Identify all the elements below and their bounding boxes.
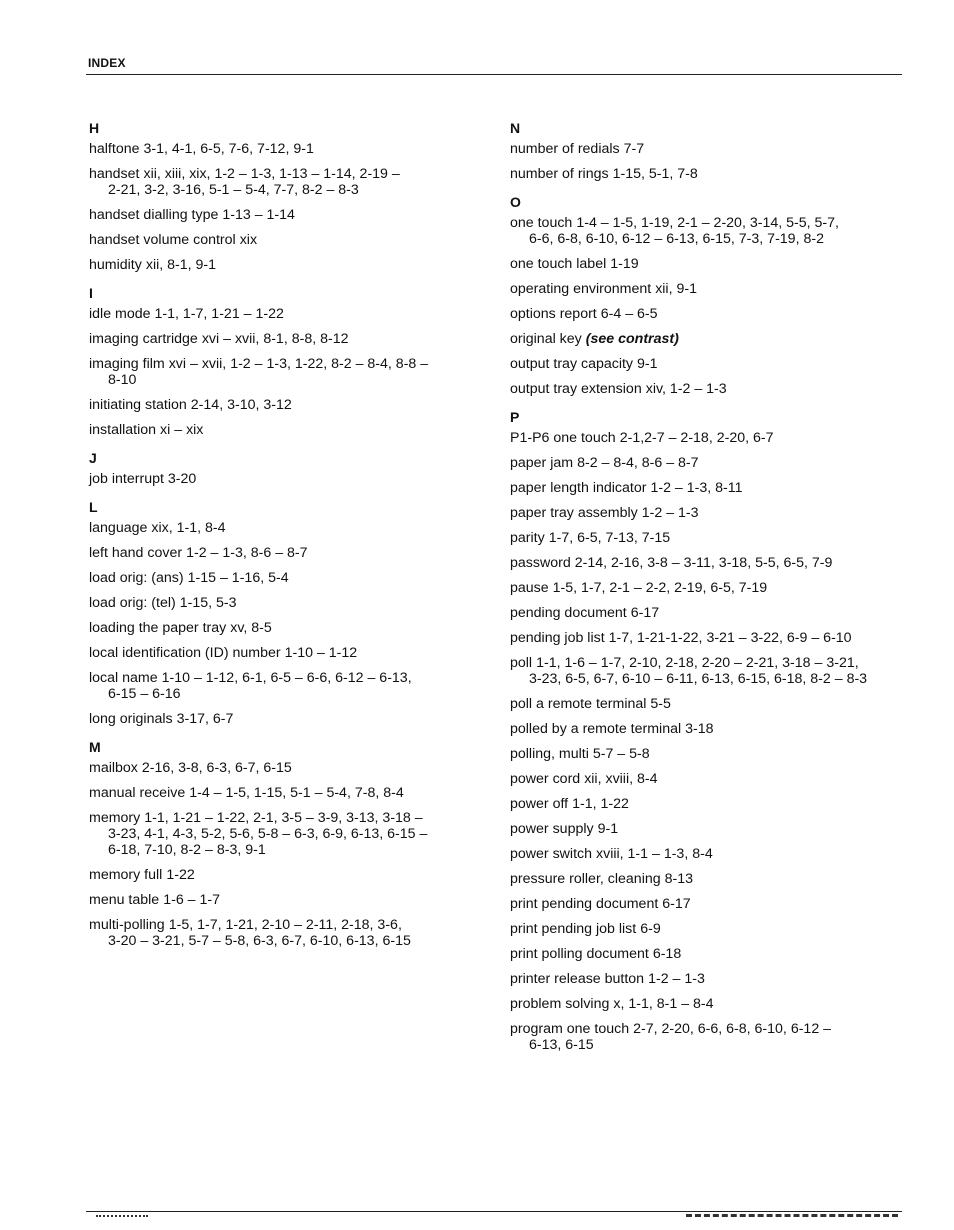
index-section (510, 118, 910, 182)
entry-term: loading the paper tray (89, 620, 227, 636)
entry-term: output tray extension (510, 381, 642, 397)
entry-pages: 9-1 (597, 821, 619, 837)
entry-pages: 5-7 – 5-8 (592, 746, 650, 762)
entry-pages: 1-5, 1-7, 2-1 – 2-2, 2-19, 6-5, 7-19 (552, 580, 768, 596)
index-entry (510, 605, 910, 621)
entry-term: print polling document (510, 946, 649, 962)
index-entry (510, 746, 910, 762)
index-section (89, 737, 489, 949)
index-entry (510, 630, 910, 646)
index-entry (89, 570, 489, 586)
index-entry (510, 796, 910, 812)
entry-pages: 1-2 – 1-3 (648, 971, 705, 987)
index-section (510, 407, 910, 1053)
entry-term: left hand cover (89, 545, 183, 561)
entry-term: paper tray assembly (510, 505, 638, 521)
section-letter: H (89, 120, 100, 136)
index-entry (510, 141, 910, 157)
index-entry (510, 996, 910, 1012)
entry-pages: xii, 9-1 (655, 281, 697, 297)
index-entry (510, 696, 910, 712)
entry-term: one touch (510, 215, 573, 231)
index-entry (89, 867, 489, 883)
entry-pages: xvi – xvii, 1-2 – 1-3, 1-22, 8-2 – 8-4, 8-8 – 8-10 (108, 356, 429, 388)
section-letter: M (89, 739, 101, 755)
index-entry (510, 306, 910, 322)
entry-term: imaging cartridge (89, 331, 198, 347)
entry-pages: 8-13 (664, 871, 694, 887)
entry-pages: 1-13 – 1-14 (222, 207, 295, 223)
entry-term: print pending job list (510, 921, 637, 937)
entry-term: handset (89, 166, 140, 182)
entry-term: polled by a remote terminal (510, 721, 682, 737)
index-entry (89, 422, 489, 438)
index-entry (510, 580, 910, 596)
index-entry (510, 430, 910, 446)
index-entry (510, 871, 910, 887)
entry-term: power supply (510, 821, 594, 837)
footer-left-fragment (96, 1215, 148, 1220)
index-entry (510, 530, 910, 546)
entry-pages: 1-1, 1-21 – 1-22, 2-1, 3-5 – 3-9, 3-13, 3-18 – 3-23, 4-1, 4-3, 5-2, 5-6, 5-8 – 6-3, 6-9, 6-13, 6-15 – 6-18, 7-10, 8-2 – 8-3, 9-1 (108, 810, 428, 858)
footer-rule (86, 1211, 902, 1212)
entry-term: parity (510, 530, 545, 546)
index-section (510, 192, 910, 397)
entry-pages: 3-17, 6-7 (176, 711, 234, 727)
entry-term: paper length indicator (510, 480, 647, 496)
entry-pages: xv, 8-5 (230, 620, 272, 636)
index-entry (510, 381, 910, 397)
entry-term: printer release button (510, 971, 645, 987)
entry-pages: 7-7 (623, 141, 645, 157)
entry-pages: 2-16, 3-8, 6-3, 6-7, 6-15 (141, 760, 292, 776)
index-entry (89, 785, 489, 801)
page-header-title: INDEX (88, 56, 126, 70)
entry-pages: 1-2 – 1-3, 8-6 – 8-7 (186, 545, 308, 561)
entry-pages: 1-10 – 1-12 (284, 645, 358, 661)
entry-pages: 1-2 – 1-3 (641, 505, 699, 521)
section-letter: L (89, 499, 98, 515)
entry-pages: x, 1-1, 8-1 – 8-4 (613, 996, 714, 1012)
index-entry (89, 545, 489, 561)
index-entry (89, 257, 489, 273)
entry-term: installation (89, 422, 157, 438)
entry-term: problem solving (510, 996, 610, 1012)
entry-term: idle mode (89, 306, 151, 322)
index-entry (89, 670, 489, 702)
index-entry (89, 520, 489, 536)
entry-pages: 6-17 (662, 896, 691, 912)
entry-pages: 1-7, 1-21-1-22, 3-21 – 3-22, 6-9 – 6-10 (608, 630, 852, 646)
entry-pages: 1-1, 1-22 (572, 796, 629, 812)
entry-term: poll a remote terminal (510, 696, 647, 712)
entry-pages: 3-20 (167, 471, 197, 487)
entry-pages: 8-2 – 8-4, 8-6 – 8-7 (577, 455, 699, 471)
entry-pages: xiv, 1-2 – 1-3 (645, 381, 727, 397)
entry-term: imaging film (89, 356, 165, 372)
index-entry (510, 281, 910, 297)
index-entry (510, 921, 910, 937)
entry-pages: 3-18 (685, 721, 714, 737)
index-section (89, 448, 489, 487)
index-entry (510, 846, 910, 862)
entry-term: local identification (ID) number (89, 645, 281, 661)
entry-pages: 1-7, 6-5, 7-13, 7-15 (548, 530, 671, 546)
entry-pages: 6-17 (630, 605, 660, 621)
index-column-left (89, 118, 489, 959)
section-letter: P (510, 409, 520, 425)
entry-term: multi-polling (89, 917, 165, 933)
entry-pages: 1-1, 1-6 – 1-7, 2-10, 2-18, 2-20 – 2-21, 3-18 – 3-21, 3-23, 6-5, 6-7, 6-10 – 6-11, 6-13, 6-15, 6-18, 8-2 – 8-3 (529, 655, 868, 687)
entry-pages: 2-7, 2-20, 6-6, 6-8, 6-10, 6-12 – 6-13, 6-15 (529, 1021, 832, 1053)
entry-term: initiating station (89, 397, 187, 413)
entry-pages: 1-10 – 1-12, 6-1, 6-5 – 6-6, 6-12 – 6-13, 6-15 – 6-16 (108, 670, 412, 702)
entry-term: memory (89, 810, 141, 826)
index-entry (510, 356, 910, 372)
entry-pages: xii, 8-1, 9-1 (145, 257, 217, 273)
entry-pages: 5-5 (650, 696, 671, 712)
index-entry (89, 331, 489, 347)
entry-pages: xvi – xvii, 8-1, 8-8, 8-12 (201, 331, 349, 347)
entry-pages: 1-4 – 1-5, 1-15, 5-1 – 5-4, 7-8, 8-4 (189, 785, 404, 801)
entry-term: menu table (89, 892, 160, 908)
index-entry (89, 917, 489, 949)
footer-right-fragment (686, 1214, 898, 1220)
index-entry (89, 620, 489, 636)
index-entry (510, 946, 910, 962)
entry-term: power off (510, 796, 569, 812)
entry-term: number of rings (510, 166, 609, 182)
index-entry (510, 771, 910, 787)
entry-cross-reference: (see contrast) (585, 331, 679, 347)
entry-term: pause (510, 580, 549, 596)
header-rule (86, 74, 902, 75)
entry-term: pending document (510, 605, 627, 621)
entry-term: handset volume control (89, 232, 236, 248)
entry-term: load orig: (tel) (89, 595, 176, 611)
index-entry (89, 232, 489, 248)
index-column-right (510, 118, 910, 1063)
entry-term: load orig: (ans) (89, 570, 184, 586)
index-entry (89, 141, 489, 157)
entry-term: one touch label (510, 256, 607, 272)
index-entry (89, 166, 489, 198)
entry-pages: 3-1, 4-1, 6-5, 7-6, 7-12, 9-1 (143, 141, 314, 157)
index-entry (89, 810, 489, 858)
section-letter: J (89, 450, 97, 466)
index-entry (89, 306, 489, 322)
index-entry (89, 711, 489, 727)
entry-term: poll (510, 655, 533, 671)
entry-pages: 2-14, 3-10, 3-12 (190, 397, 292, 413)
index-entry (510, 215, 910, 247)
index-entry (510, 721, 910, 737)
index-entry (89, 471, 489, 487)
entry-term: memory full (89, 867, 163, 883)
entry-pages: xviii, 1-1 – 1-3, 8-4 (596, 846, 713, 862)
entry-term: language (89, 520, 148, 536)
entry-term: options report (510, 306, 597, 322)
entry-term: pending job list (510, 630, 605, 646)
entry-term: manual receive (89, 785, 186, 801)
entry-pages: 9-1 (637, 356, 658, 372)
entry-term: P1-P6 one touch (510, 430, 616, 446)
index-entry (510, 455, 910, 471)
entry-pages: 1-22 (166, 867, 195, 883)
index-entry (89, 595, 489, 611)
index-entry (89, 892, 489, 908)
index-section (89, 497, 489, 727)
index-entry (89, 356, 489, 388)
entry-pages: 1-19 (610, 256, 639, 272)
entry-term: humidity (89, 257, 142, 273)
index-entry (510, 896, 910, 912)
section-letter: I (89, 285, 93, 301)
entry-pages: xii, xviii, 8-4 (584, 771, 658, 787)
entry-term: paper jam (510, 455, 574, 471)
entry-pages: 2-14, 2-16, 3-8 – 3-11, 3-18, 5-5, 6-5, 7-9 (574, 555, 833, 571)
entry-term: operating environment (510, 281, 652, 297)
index-entry (89, 207, 489, 223)
section-letter: N (510, 120, 521, 136)
index-entry (510, 480, 910, 496)
index-section (89, 283, 489, 438)
entry-pages: 1-2 – 1-3, 8-11 (650, 480, 743, 496)
index-section (89, 118, 489, 273)
entry-pages: xi – xix (160, 422, 204, 438)
entry-term: local name (89, 670, 158, 686)
entry-term: handset dialling type (89, 207, 219, 223)
entry-pages: 1-15, 5-3 (179, 595, 237, 611)
entry-term: halftone (89, 141, 140, 157)
section-letter: O (510, 194, 521, 210)
entry-term: password (510, 555, 571, 571)
entry-pages: 1-15 – 1-16, 5-4 (187, 570, 289, 586)
index-entry (510, 256, 910, 272)
entry-term: number of redials (510, 141, 620, 157)
index-entry (510, 971, 910, 987)
entry-pages: 2-1,2-7 – 2-18, 2-20, 6-7 (619, 430, 774, 446)
entry-pages: xix, 1-1, 8-4 (151, 520, 226, 536)
index-entry (89, 760, 489, 776)
entry-term: mailbox (89, 760, 138, 776)
index-entry (89, 645, 489, 661)
entry-pages: 1-4 – 1-5, 1-19, 2-1 – 2-20, 3-14, 5-5, 5-7, 6-6, 6-8, 6-10, 6-12 – 6-13, 6-15, 7-3, 7-19, 8-2 (529, 215, 839, 247)
entry-term: power switch (510, 846, 593, 862)
index-entry (510, 655, 910, 687)
index-entry (510, 331, 910, 347)
entry-term: print pending document (510, 896, 659, 912)
entry-term: output tray capacity (510, 356, 634, 372)
entry-pages: 1-1, 1-7, 1-21 – 1-22 (154, 306, 284, 322)
index-entry (510, 1021, 910, 1053)
entry-pages: 6-4 – 6-5 (600, 306, 658, 322)
entry-pages: 1-6 – 1-7 (163, 892, 220, 908)
index-entry (510, 166, 910, 182)
index-entry (510, 505, 910, 521)
index-entry (510, 821, 910, 837)
entry-term: long originals (89, 711, 173, 727)
entry-pages: xii, xiii, xix, 1-2 – 1-3, 1-13 – 1-14, 2-19 – 2-21, 3-2, 3-16, 5-1 – 5-4, 7-7, 8-2 – 8-3 (108, 166, 400, 198)
entry-term: job interrupt (89, 471, 164, 487)
entry-term: power cord (510, 771, 581, 787)
entry-pages: 6-18 (652, 946, 682, 962)
entry-term: pressure roller, cleaning (510, 871, 661, 887)
entry-pages: 1-5, 1-7, 1-21, 2-10 – 2-11, 2-18, 3-6, 3-20 – 3-21, 5-7 – 5-8, 6-3, 6-7, 6-10, 6-13, 6-15 (108, 917, 411, 949)
index-entry (89, 397, 489, 413)
index-entry (510, 555, 910, 571)
entry-pages: xix (239, 232, 258, 248)
entry-term: polling, multi (510, 746, 589, 762)
entry-pages: 1-15, 5-1, 7-8 (612, 166, 698, 182)
entry-term: original key (510, 331, 582, 347)
entry-term: program one touch (510, 1021, 630, 1037)
entry-pages: 6-9 (640, 921, 661, 937)
